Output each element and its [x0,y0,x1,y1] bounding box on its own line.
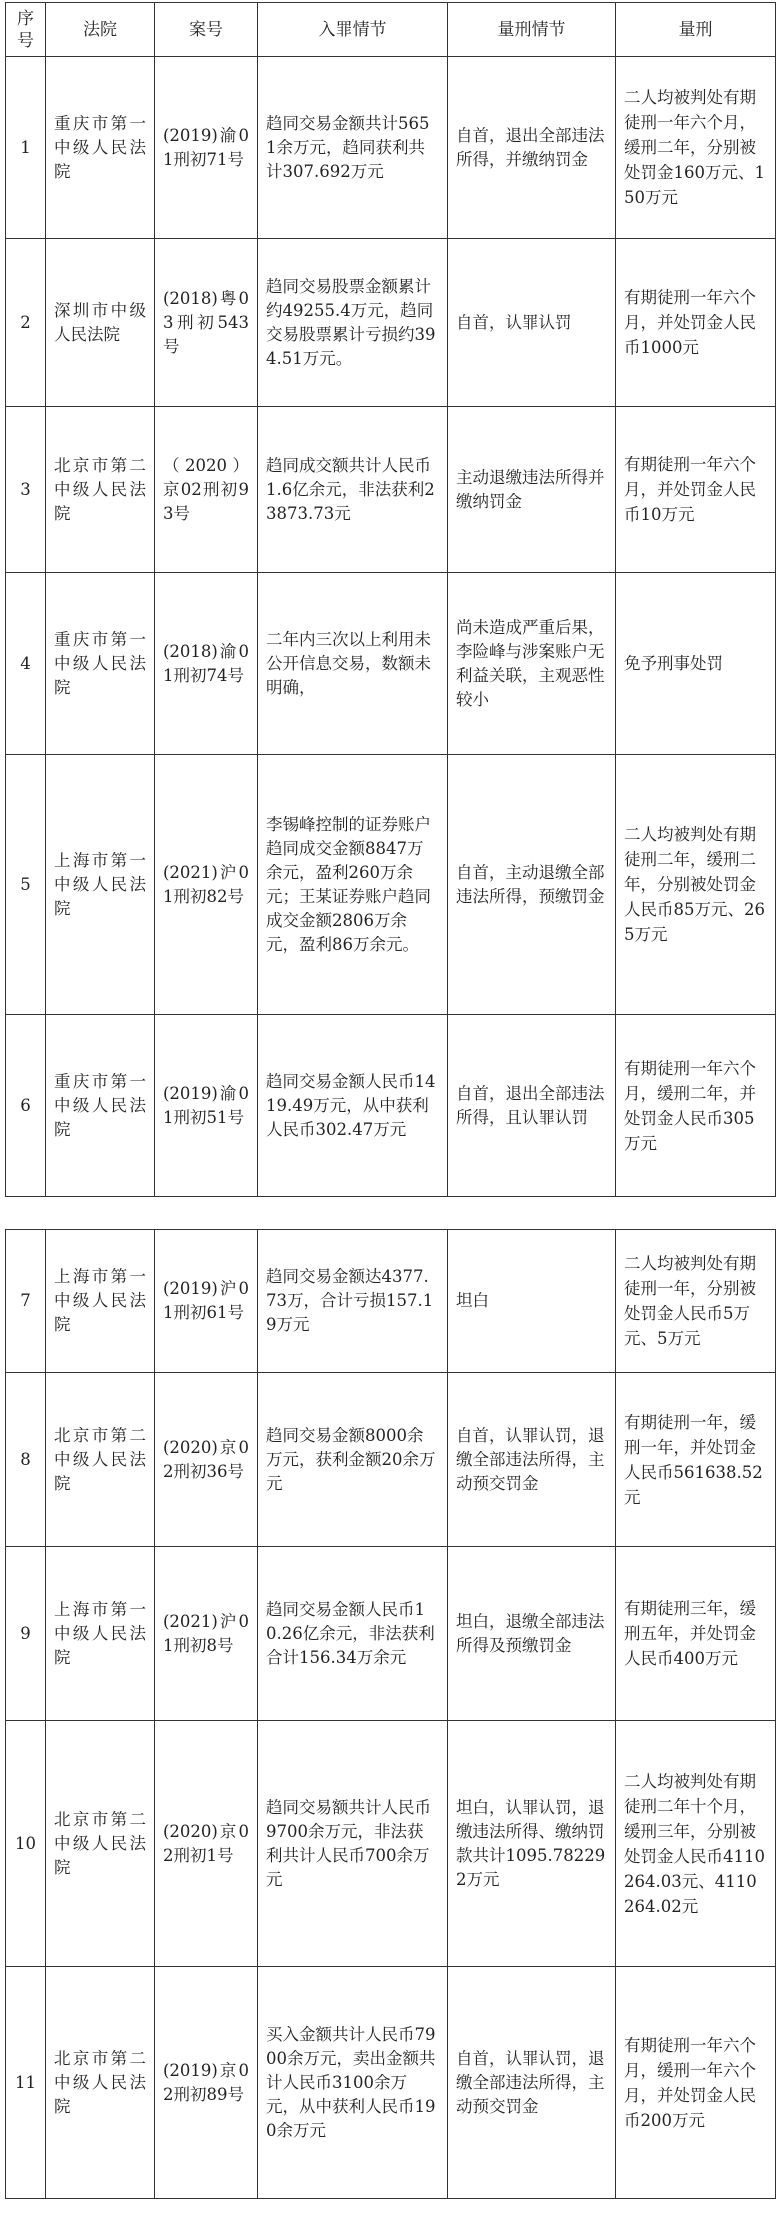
row-sentencing-factors: 自首，退出全部违法所得，并缴纳罚金 [448,57,616,239]
row-court: 重庆市第一中级人民法院 [46,1015,155,1197]
table-row [6,239,776,407]
row-case-number: (2020)京02刑初36号 [155,1373,258,1547]
row-case-number: (2021)沪01刑初8号 [155,1547,258,1721]
row-sentence: 有期徒刑一年六个月，并处罚金人民币1000元 [616,239,776,407]
header-crime-circumstances: 入罪情节 [258,3,448,57]
row-index: 3 [6,407,46,573]
row-index: 9 [6,1547,46,1721]
row-crime-circumstances: 趋同交易金额达4377.73万，合计亏损157.19万元 [258,1230,448,1373]
header-case-number: 案号 [155,3,258,57]
row-case-number: (2019)渝01刑初71号 [155,57,258,239]
row-court: 上海市第一中级人民法院 [46,1230,155,1373]
row-sentencing-factors: 坦白 [448,1230,616,1373]
row-index: 11 [6,1967,46,2199]
table-row [6,1015,776,1197]
row-crime-circumstances: 趋同交易额共计人民币9700余万元，非法获利共计人民币700余万元 [258,1721,448,1967]
row-court: 北京市第二中级人民法院 [46,1967,155,2199]
row-crime-circumstances: 买入金额共计人民币7900余万元，卖出金额共计人民币3100余万元，从中获利人民币190余万元 [258,1967,448,2199]
row-court: 北京市第二中级人民法院 [46,1373,155,1547]
row-index: 6 [6,1015,46,1197]
row-court: 深圳市中级人民法院 [46,239,155,407]
table-row [6,407,776,573]
row-case-number: (2019)京02刑初89号 [155,1967,258,2199]
row-index: 2 [6,239,46,407]
row-index: 5 [6,755,46,1015]
row-crime-circumstances: 趋同交易金额8000余万元，获利金额20余万元 [258,1373,448,1547]
row-crime-circumstances: 趋同交易金额人民币1419.49万元，从中获利人民币302.47万元 [258,1015,448,1197]
table-header-row [6,3,776,57]
row-case-number: (2018)粤03刑初543号 [155,239,258,407]
table-row [6,1721,776,1967]
case-table-part-2 [5,1229,776,2199]
row-case-number: (2019)沪01刑初61号 [155,1230,258,1373]
row-court: 上海市第一中级人民法院 [46,1547,155,1721]
row-court: 上海市第一中级人民法院 [46,755,155,1015]
row-sentence: 有期徒刑一年六个月，缓刑一年六个月，并处罚金人民币200万元 [616,1967,776,2199]
row-case-number: (2019)渝01刑初51号 [155,1015,258,1197]
table-row [6,573,776,755]
row-court: 重庆市第一中级人民法院 [46,57,155,239]
header-sentence: 量刑 [616,3,776,57]
row-court: 北京市第二中级人民法院 [46,407,155,573]
row-sentencing-factors: 自首，认罪认罚，退缴全部违法所得，主动预交罚金 [448,1967,616,2199]
row-sentencing-factors: 自首，认罪认罚，退缴全部违法所得，主动预交罚金 [448,1373,616,1547]
row-crime-circumstances: 二年内三次以上利用未公开信息交易，数额未明确， [258,573,448,755]
row-case-number: (2018)渝01刑初74号 [155,573,258,755]
table-row [6,755,776,1015]
row-index: 10 [6,1721,46,1967]
row-index: 7 [6,1230,46,1373]
row-case-number: (2021)沪01刑初82号 [155,755,258,1015]
row-sentencing-factors: 自首，退出全部违法所得，且认罪认罚 [448,1015,616,1197]
row-sentence: 二人均被判处有期徒刑二年，缓刑二年，分别被处罚金人民币85万元、265万元 [616,755,776,1015]
row-index: 4 [6,573,46,755]
row-sentence: 有期徒刑一年六个月，缓刑二年，并处罚金人民币305万元 [616,1015,776,1197]
row-sentencing-factors: 坦白，退缴全部违法所得及预缴罚金 [448,1547,616,1721]
table-row [6,1967,776,2199]
row-court: 重庆市第一中级人民法院 [46,573,155,755]
row-case-number: (2020)京02刑初1号 [155,1721,258,1967]
table-row [6,1230,776,1373]
row-crime-circumstances: 趋同交易金额人民币10.26亿余元，非法获利合计156.34万余元 [258,1547,448,1721]
table-row [6,1547,776,1721]
table-row [6,1373,776,1547]
case-table-part-1 [5,2,776,1197]
row-crime-circumstances: 趋同成交额共计人民币1.6亿余元，非法获利23873.73元 [258,407,448,573]
row-index: 1 [6,57,46,239]
row-case-number: （2020）京02刑初93号 [155,407,258,573]
row-sentence: 二人均被判处有期徒刑二年十个月，缓刑三年，分别被处罚金人民币4110264.03元、4110264.02元 [616,1721,776,1967]
row-sentence: 二人均被判处有期徒刑一年六个月，缓刑二年，分别被处罚金160万元、150万元 [616,57,776,239]
row-sentence: 有期徒刑一年，缓刑一年，并处罚金人民币561638.52元 [616,1373,776,1547]
row-sentencing-factors: 尚未造成严重后果，李险峰与涉案账户无利益关联，主观恶性较小 [448,573,616,755]
header-index: 序 号 [6,3,46,57]
row-crime-circumstances: 趋同交易金额共计5651余万元，趋同获利共计307.692万元 [258,57,448,239]
header-court: 法院 [46,3,155,57]
row-sentencing-factors: 自首，认罪认罚 [448,239,616,407]
row-sentence: 二人均被判处有期徒刑一年，分别被处罚金人民币5万元、5万元 [616,1230,776,1373]
row-sentence: 免予刑事处罚 [616,573,776,755]
row-sentencing-factors: 自首，主动退缴全部违法所得，预缴罚金 [448,755,616,1015]
row-court: 北京市第二中级人民法院 [46,1721,155,1967]
row-sentencing-factors: 坦白，认罪认罚，退缴违法所得、缴纳罚款共计1095.782292万元 [448,1721,616,1967]
header-sentencing-factors: 量刑情节 [448,3,616,57]
row-sentence: 有期徒刑一年六个月，并处罚金人民币10万元 [616,407,776,573]
row-crime-circumstances: 趋同交易股票金额累计约49255.4万元，趋同交易股票累计亏损约394.51万元。 [258,239,448,407]
row-sentencing-factors: 主动退缴违法所得并缴纳罚金 [448,407,616,573]
row-crime-circumstances: 李锡峰控制的证券账户趋同成交金额8847万余元，盈利260万余元；王某证券账户趋同成交金额2806万余元，盈利86万余元。 [258,755,448,1015]
row-index: 8 [6,1373,46,1547]
table-row [6,57,776,239]
row-sentence: 有期徒刑三年，缓刑五年，并处罚金人民币400万元 [616,1547,776,1721]
